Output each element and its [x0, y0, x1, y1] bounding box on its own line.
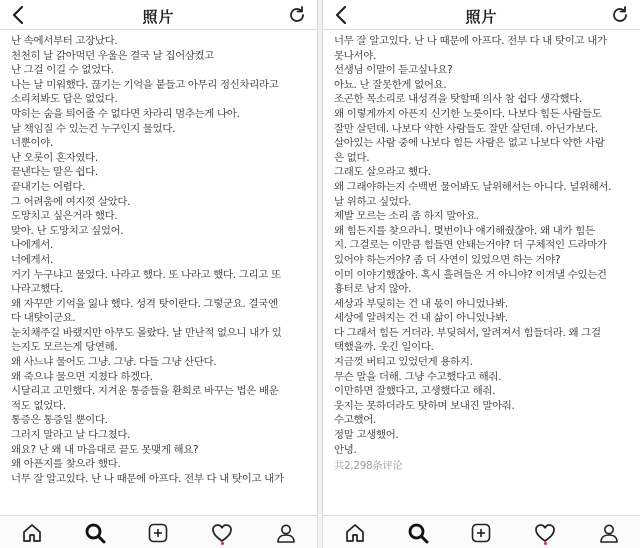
- heart-icon[interactable]: [211, 522, 233, 544]
- text-line: 지. 그걸로는 이만큼 힘들면 안돼는거야? 더 구체적인 드라마가: [334, 239, 607, 252]
- text-line: 제발 모르는 소리 좀 하지 말아요.: [334, 210, 479, 223]
- text-line: 있어야 하는거야? 좀 더 사연이 있었으면 하는 거야?: [334, 253, 561, 266]
- text-line: 날 책임질 수 있는건 누구인지 물었다.: [11, 122, 176, 135]
- text-line: 난 오롯이 혼자였다.: [11, 151, 98, 164]
- text-line: 다 내탓이군요.: [11, 312, 76, 325]
- text-line: 왜 사느냐 물어도 그냥. 그냥. 다들 그냥 산단다.: [11, 356, 217, 369]
- text-line: 나는 날 미워했다. 끊기는 기억을 붙들고 아무리 정신차리라고: [11, 78, 279, 91]
- text-line: 끝내기는 어렵다.: [11, 180, 86, 193]
- text-line: 왜 그래야하는지 수백번 물어봐도 날위해서는 아니다. 널위해서.: [334, 180, 612, 193]
- text-line: 은 없다.: [334, 151, 370, 164]
- text-line: 소리쳐봐도 답은 없었다.: [11, 93, 118, 106]
- text-line: 이미 이야기했잖아. 혹시 흘려들은 거 아니야? 이겨낼 수있는건: [334, 268, 607, 281]
- text-line: 그래도 살으라고 했다.: [334, 166, 431, 179]
- notification-dot: [544, 542, 547, 545]
- text-line: 나에게서.: [11, 239, 53, 252]
- home-icon[interactable]: [344, 522, 366, 544]
- bottom-tab-bar: [323, 515, 640, 548]
- text-line: 지금껏 버티고 있었던게 용하지.: [334, 356, 473, 369]
- text-line: 눈치채주길 바랬지만 아무도 몰랐다. 날 만난적 없으니 내가 있: [11, 326, 282, 339]
- add-post-icon[interactable]: [470, 522, 492, 544]
- text-line: 왜 힘든지를 찾으라니. 몇번이나 얘기해줬잖아. 왜 내가 힘든: [334, 224, 595, 237]
- top-navigation-bar: [0, 0, 317, 30]
- profile-icon[interactable]: [275, 522, 297, 544]
- home-icon[interactable]: [21, 522, 43, 544]
- right-screenshot-panel: [323, 0, 640, 548]
- text-line: 무슨 말을 더해. 그냥 수고했다고 해줘.: [334, 370, 502, 383]
- text-line: 적도 없었다.: [11, 399, 66, 412]
- text-line: 못나서야.: [334, 49, 376, 62]
- text-line: 조곤한 목소리로 내성격을 탓할때 의사 참 쉽다 생각했다.: [334, 93, 582, 106]
- text-line: 살아있는 사람 중에 나보다 힘든 사람은 없고 나보다 약한 사람: [334, 137, 605, 150]
- text-line: 왜요? 난 왜 내 마음대로 끝도 못맺게 해요?: [11, 443, 199, 456]
- refresh-icon[interactable]: [287, 5, 307, 25]
- text-line: 날 위하고 싶었다.: [334, 195, 412, 208]
- text-line: 시달리고 고민했다. 지겨운 통증들을 환희로 바꾸는 법은 배운: [11, 385, 279, 398]
- text-line: 이만하면 잘했다고, 고생했다고 해줘.: [334, 385, 496, 398]
- page-title: 照片: [142, 8, 175, 26]
- text-line: 왜 아픈지를 찾으라 했다.: [11, 458, 121, 471]
- text-line: 그러지 말라고 날 다그쳤다.: [11, 429, 131, 442]
- text-line: 도망치고 싶은거라 했다.: [11, 210, 118, 223]
- text-line: 통증은 통증일 뿐이다.: [11, 414, 108, 427]
- text-line: 너무 잘 알고있다. 난 나 때문에 아프다. 전부 다 내 탓이고 내가: [334, 35, 607, 47]
- text-line: 선생님 이말이 듣고싶나요?: [334, 64, 453, 77]
- text-line: 잘만 살던데. 나보다 약한 사람들도 잘만 살던데. 아닌가보다.: [334, 122, 598, 135]
- comment-count[interactable]: 共2,298条评论: [334, 460, 403, 473]
- top-navigation-bar: [323, 0, 640, 30]
- text-line: 왜 죽으냐 물으면 지쳤다 하겠다.: [11, 370, 153, 383]
- refresh-icon[interactable]: [610, 5, 630, 25]
- text-line: 세상에 알려지는 건 내 삶이 아니었나봐.: [334, 312, 508, 325]
- text-line: 왜 자꾸만 기억을 잃냐 했다. 성격 탓이란다. 그렇군요. 결국엔: [11, 297, 278, 310]
- text-line: 택했을까. 웃긴 일이다.: [334, 341, 434, 354]
- text-line: 막히는 숨을 틔어줄 수 없다면 차라리 멈추는게 나아.: [11, 107, 240, 120]
- text-line: 세상과 부딪히는 건 내 몫이 아니었나봐.: [334, 297, 508, 310]
- heart-icon[interactable]: [534, 522, 556, 544]
- text-line: 아뇨. 난 잘못한게 없어요.: [334, 78, 447, 91]
- text-line: 흉터로 남지 않아.: [334, 283, 412, 296]
- text-line: 난 그걸 이길 수 없었다.: [11, 64, 114, 77]
- text-line: 너에게서.: [11, 253, 53, 266]
- text-line: 수고했어.: [334, 414, 376, 427]
- text-line: 는지도 모르는게 당연해.: [11, 341, 118, 354]
- text-line: 난 속에서부터 고장났다.: [11, 35, 118, 47]
- text-line: 안녕.: [334, 443, 357, 456]
- text-line: 천천히 날 갉아먹던 우울은 결국 날 집어삼켰고: [11, 49, 215, 62]
- text-line: 왜 이렇게까지 아픈지 신기한 노릇이다. 나보다 힘든 사람들도: [334, 107, 602, 120]
- text-line: 맞아. 난 도망치고 싶었어.: [11, 224, 124, 237]
- text-line: 정말 고생했어.: [334, 429, 399, 442]
- page-title: 照片: [465, 8, 498, 26]
- text-line: 너뿐이야.: [11, 137, 53, 150]
- profile-icon[interactable]: [598, 522, 620, 544]
- text-line: 끝낸다는 말은 쉽다.: [11, 166, 98, 179]
- search-icon[interactable]: [84, 522, 106, 544]
- text-line: 다 그래서 힘든 거더라. 부딪혀서, 알려져서 힘들더라. 왜 그걸: [334, 326, 601, 339]
- text-line: 나라고했다.: [11, 283, 63, 296]
- left-screenshot-panel: [0, 0, 317, 548]
- text-line: 그 어려움에 여지껏 살았다.: [11, 195, 131, 208]
- add-post-icon[interactable]: [147, 522, 169, 544]
- post-text-content: [323, 31, 640, 515]
- text-line: 웃지는 못하더라도 탓하며 보내진 말아줘.: [334, 399, 515, 412]
- bottom-tab-bar: [0, 515, 317, 548]
- text-line: 거기 누구냐고 물었다. 나라고 했다. 또 나라고 했다. 그리고 또: [11, 268, 281, 281]
- text-line: 너무 잘 알고있다. 난 나 때문에 아프다. 전부 다 내 탓이고 내가: [11, 472, 284, 485]
- post-text-content: [0, 31, 317, 515]
- notification-dot: [221, 542, 224, 545]
- search-icon[interactable]: [407, 522, 429, 544]
